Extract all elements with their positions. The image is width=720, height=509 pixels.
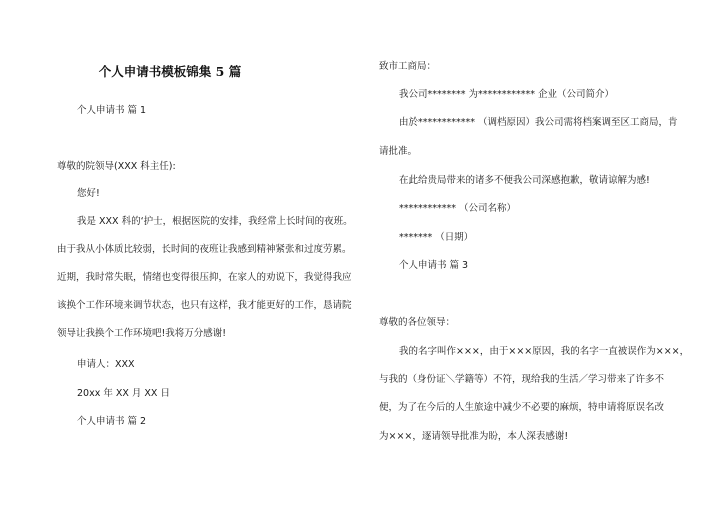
- section-heading-1: 个人申请书 篇 1: [77, 105, 147, 116]
- right-page: [360, 0, 720, 509]
- section-heading-3: 个人申请书 篇 3: [399, 260, 469, 271]
- body3-line-2: 与我的（身份证＼学籍等）不符，现给我的生活／学习带来了许多不: [379, 374, 665, 385]
- body3-line-3: 便，为了在今后的人生旅途中减少不必要的麻烦，特申请将原误名改: [379, 402, 665, 413]
- body1-line-5: 领导让我换个工作环境吧!我将万分感谢!: [57, 328, 227, 339]
- body1-line-2: 由于我从小体质比较弱，长时间的夜班让我感到精神紧张和过度劳累。: [57, 244, 352, 255]
- salutation-3: 尊敬的各位领导：: [379, 317, 456, 328]
- company-name: ************ （公司名称）: [399, 203, 517, 214]
- body3-line-4: 为×××，逐请领导批准为盼，本人深表感谢!: [379, 431, 569, 442]
- salutation-1: 尊敬的院领导(XXX 科主任):: [57, 161, 176, 172]
- date: 20xx 年 XX 月 XX 日: [77, 388, 170, 399]
- greeting: 您好!: [77, 188, 100, 199]
- body2-line-1: 我公司******** 为************ 企业（公司简介）: [399, 89, 615, 100]
- body2-line-4: 在此给贵局带来的诸多不便我公司深感抱歉，敬请谅解为感!: [399, 175, 650, 186]
- date-2: ******* （日期）: [399, 232, 474, 243]
- document-title: 个人申请书模板锦集 5 篇: [98, 64, 242, 79]
- body2-line-2: 由於************ （调档原因）我公司需将档案调至区工商局，肯: [399, 117, 678, 128]
- applicant: 申请人：XXX: [77, 359, 135, 370]
- body1-line-3: 近期，我时常失眠，情绪也变得很压抑，在家人的劝说下，我觉得我应: [57, 272, 352, 283]
- body2-line-3: 请批准。: [379, 146, 418, 157]
- body1-line-4: 该换个工作环境来调节状态，也只有这样，我才能更好的工作，恳请院: [57, 300, 352, 311]
- section-heading-2: 个人申请书 篇 2: [77, 416, 147, 427]
- recipient: 致市工商局：: [379, 61, 437, 72]
- body1-line-1: 我是 XXX 科的‘护士，根据医院的安排，我经常上长时间的夜班。: [77, 216, 353, 227]
- body3-line-1: 我的名字叫作×××，由于×××原因，我的名字一直被误作为×××，: [399, 346, 690, 357]
